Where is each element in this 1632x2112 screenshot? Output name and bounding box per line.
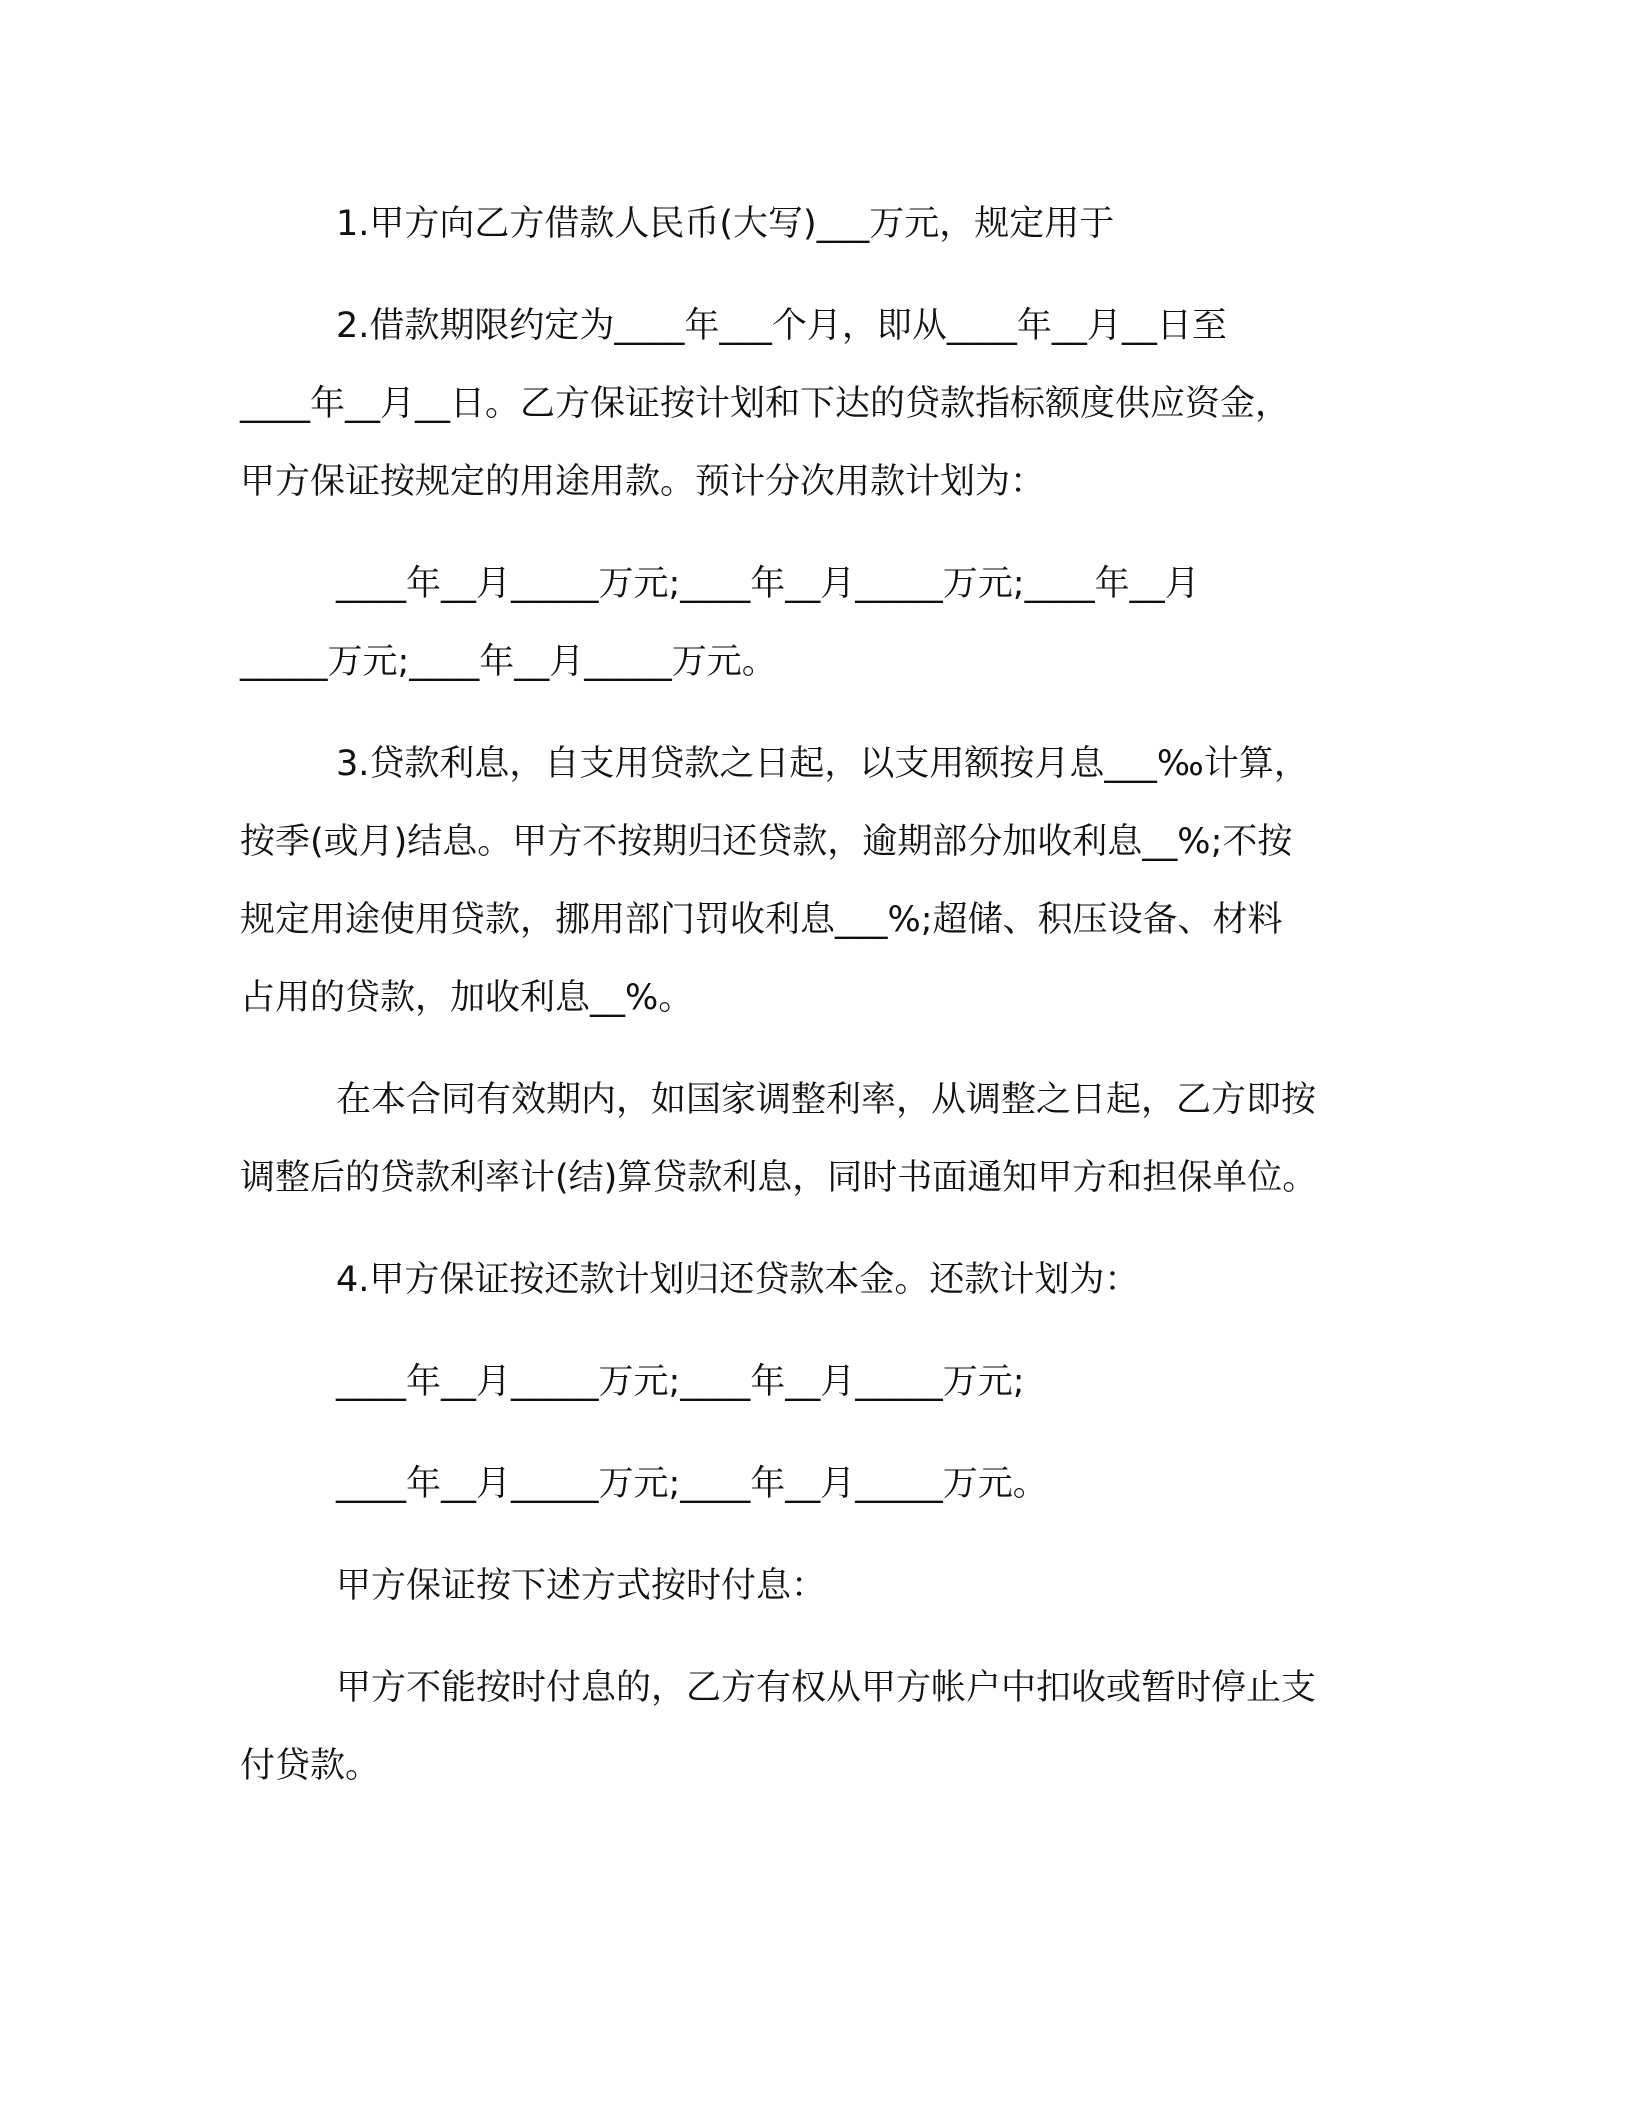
text-line: 调整后的贷款利率计(结)算贷款利息，同时书面通知甲方和担保单位。 xyxy=(240,1158,1318,1198)
text-line: 按季(或月)结息。甲方不按期归还贷款，逾期部分加收利息__%;不按 xyxy=(240,822,1293,862)
document-body xyxy=(240,185,1390,1829)
paragraph-interest-payment xyxy=(240,1547,1390,1625)
text-line: 甲方不能按时付息的，乙方有权从甲方帐户中扣收或暂时停止支 xyxy=(336,1668,1317,1708)
paragraph-loan-term xyxy=(240,287,1390,521)
paragraph-usage-plan xyxy=(240,545,1390,701)
text-line: 3.贷款利息，自支用贷款之日起，以支用额按月息___‰计算， xyxy=(336,744,1309,784)
text-line: ____年__月_____万元;____年__月_____万元; xyxy=(336,1362,1025,1402)
text-line: 2.借款期限约定为____年___个月，即从____年__月__日至 xyxy=(336,306,1227,346)
paragraph-repayment-plan-2 xyxy=(240,1445,1390,1523)
paragraph-rate-adjustment xyxy=(240,1061,1390,1217)
paragraph-repayment xyxy=(240,1241,1390,1319)
text-line: 甲方保证按下述方式按时付息： xyxy=(336,1566,827,1606)
text-line: 占用的贷款，加收利息__%。 xyxy=(240,978,694,1018)
text-line: ____年__月_____万元;____年__月_____万元。 xyxy=(336,1464,1048,1504)
text-line: 付贷款。 xyxy=(240,1746,381,1786)
paragraph-loan-amount xyxy=(240,185,1390,263)
text-line: 1.甲方向乙方借款人民币(大写)___万元，规定用于 xyxy=(336,204,1115,244)
paragraph-late-interest xyxy=(240,1649,1390,1805)
text-line: 甲方保证按规定的用途用款。预计分次用款计划为： xyxy=(240,462,1046,502)
text-line: ____年__月__日。乙方保证按计划和下达的贷款指标额度供应资金， xyxy=(240,384,1291,424)
text-line: 4.甲方保证按还款计划归还贷款本金。还款计划为： xyxy=(336,1260,1140,1300)
paragraph-interest xyxy=(240,725,1390,1037)
text-line: ____年__月_____万元;____年__月_____万元;____年__月 xyxy=(336,564,1200,604)
text-line: 在本合同有效期内，如国家调整利率，从调整之日起，乙方即按 xyxy=(336,1080,1317,1120)
text-line: _____万元;____年__月_____万元。 xyxy=(240,642,777,682)
text-line: 规定用途使用贷款，挪用部门罚收利息___%;超储、积压设备、材料 xyxy=(240,900,1283,940)
paragraph-repayment-plan-1 xyxy=(240,1343,1390,1421)
